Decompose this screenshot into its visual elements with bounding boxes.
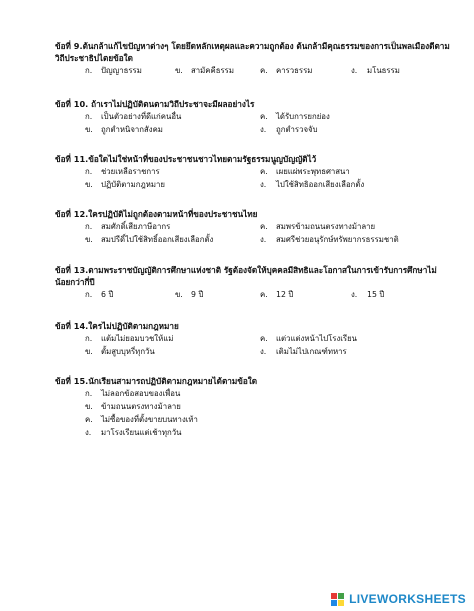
option-c[interactable]: ค. เผยแผ่พระพุทธศาสนา	[260, 167, 350, 176]
option-a[interactable]: ก. สมศักดิ์เสียภาษีอากร	[85, 222, 171, 231]
option-c[interactable]: ค. ได้รับการยกย่อง	[260, 112, 330, 121]
liveworksheets-logo[interactable]	[331, 591, 466, 607]
option-a[interactable]: ก. ปัญญาธรรม	[85, 66, 142, 75]
option-c[interactable]: ค. แต่วแต่งหน้าไปโรงเรียน	[260, 334, 358, 343]
brand-name: LIVEWORKSHEETS	[349, 592, 466, 606]
question-text: ข้อที่ 15.นักเรียนสามารถปฏิบัติตามกฎหมายได้ตามข้อใด	[55, 376, 258, 386]
option-d[interactable]: ง. สมศรีช่วยอนุรักษ์ทรัพยากรธรรมชาติ	[260, 235, 399, 244]
options-row	[55, 165, 450, 178]
option-d[interactable]: ง. 15 ปี	[351, 290, 385, 299]
options-row	[55, 345, 450, 358]
option-b[interactable]: ข. สามัคคีธรรม	[175, 66, 234, 75]
question-12	[55, 208, 450, 246]
option-d[interactable]: ง. มโนธรรม	[351, 66, 400, 75]
option-d[interactable]: ง. ไปใช้สิทธิออกเสียงเลือกตั้ง	[260, 180, 365, 189]
option-b[interactable]: ข. 9 ปี	[175, 290, 204, 299]
option-a[interactable]: ก. แต้มไม่ยอมบวชให้แม่	[85, 334, 174, 343]
question-text: ข้อที่ 14.ใครไม่ปฏิบัติตามกฎหมาย	[55, 321, 179, 331]
question-14	[55, 320, 450, 358]
question-text: ข้อที่ 9.ต้นกล้าแก้ไขปัญหาต่างๆ โดยยึดหลักเหตุผลและความถูกต้อง ต้นกล้ามีคุณธรรมของการเป็นพลเมืองดีตามวิถีประชาธิปไตยข้อใด	[55, 41, 450, 63]
option-a[interactable]: ก. ช่วยเหลือราชการ	[85, 167, 160, 176]
options-list	[55, 387, 450, 439]
option-b[interactable]: ข. ถูกตำหนิจากสังคม	[85, 125, 163, 134]
question-text: ข้อที่ 12.ใครปฏิบัติไม่ถูกต้องตามหน้าที่ของประชาชนไทย	[55, 209, 258, 219]
option-b[interactable]: ข. ข้ามถนนตรงทางม้าลาย	[85, 402, 181, 411]
options-row	[55, 288, 450, 301]
options-row	[55, 123, 450, 136]
option-d[interactable]: ง. เติมไม่ไปเกณฑ์ทหาร	[260, 347, 347, 356]
option-c[interactable]: ค. สมพรข้ามถนนตรงทางม้าลาย	[260, 222, 376, 231]
options-row	[55, 110, 450, 123]
question-text: ข้อที่ 13.ตามพระราชบัญญัติการศึกษาแห่งชาติ รัฐต้องจัดให้บุคคลมีสิทธิและโอกาสในการเข้ารับการศึกษาไม่น้อยกว่ากี่ปี	[55, 265, 437, 287]
option-b[interactable]: ข. ปฏิบัติตามกฎหมาย	[85, 180, 165, 189]
options-row	[55, 332, 450, 345]
options-row	[55, 220, 450, 233]
logo-squares-icon	[331, 593, 345, 606]
options-row	[55, 64, 450, 77]
question-10	[55, 98, 450, 136]
question-11	[55, 153, 450, 191]
option-c[interactable]: ค. คารวธรรม	[260, 66, 313, 75]
option-d[interactable]: ง. ถูกตำรวจจับ	[260, 125, 318, 134]
option-c[interactable]: ค. ไม่ซื้อของที่ตั้งขายบนทางเท้า	[85, 415, 198, 424]
options-row	[55, 178, 450, 191]
question-text: ข้อที่ 10. ถ้าเราไม่ปฏิบัติตนตามวิถีประชาจะมีผลอย่างไร	[55, 99, 255, 109]
option-a[interactable]: ก. เป็นตัวอย่างที่ดีแก่คนอื่น	[85, 112, 182, 121]
question-15	[55, 375, 450, 439]
option-b[interactable]: ข. สมปรีดิ์ไปใช้สิทธิ์ออกเสียงเลือกตั้ง	[85, 235, 214, 244]
options-row	[55, 233, 450, 246]
option-c[interactable]: ค. 12 ปี	[260, 290, 294, 299]
question-9	[55, 40, 450, 77]
question-13	[55, 264, 450, 301]
option-d[interactable]: ง. มาโรงเรียนแต่เช้าทุกวัน	[85, 428, 182, 437]
option-a[interactable]: ก. 6 ปี	[85, 290, 114, 299]
option-b[interactable]: ข. ตั้มสูบบุหรี่ทุกวัน	[85, 347, 155, 356]
option-a[interactable]: ก. ไม่ลอกข้อสอบของเพื่อน	[85, 389, 181, 398]
question-text: ข้อที่ 11.ข้อใดไม่ใช่หน้าที่ของประชาชนชาวไทยตามรัฐธรรมนูญบัญญัติไว้	[55, 154, 317, 164]
